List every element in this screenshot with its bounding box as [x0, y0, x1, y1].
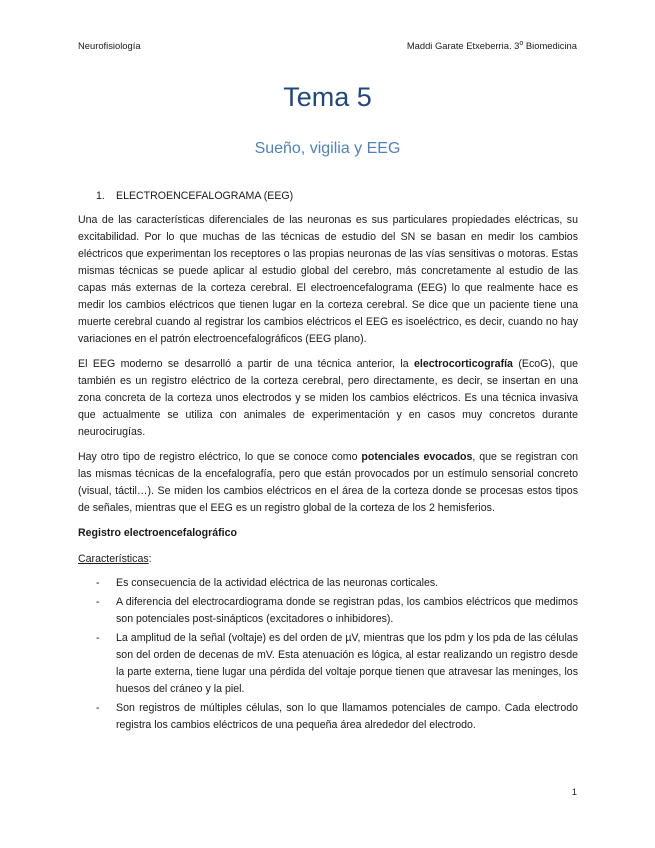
- paragraph-2-text: El EEG moderno se desarrolló a partir de una técnica anterior, la: [78, 358, 415, 370]
- page-number: 1: [571, 786, 577, 797]
- list-item-text: Es consecuencia de la actividad eléctrica de las neuronas corticales.: [116, 577, 439, 589]
- page-subtitle: Sueño, vigilia y EEG: [254, 140, 401, 157]
- section-heading: [96, 188, 578, 205]
- section-title: ELECTROENCEFALOGRAMA (EEG): [116, 190, 294, 202]
- header-author-name: Maddi Garate Etxeberria. 3: [406, 40, 520, 52]
- paragraph-3-bold: potenciales evocados: [361, 451, 473, 463]
- paragraph-3-text: Hay otro tipo de registro eléctrico, lo que se conoce como: [78, 451, 362, 463]
- list-item: [78, 594, 578, 628]
- paragraph-3-text-tail: , que se registran con las mismas técnicas de la encefalografía, pero que están provocados por un estímulo sensorial concreto (visual, táctil…). Se miden los cambios eléctricos en el área de la corteza donde se procesas estos tipos de señales, mientras que el EEG es un registro global de la corteza de los 2 hemisferios.: [78, 451, 578, 514]
- page-header: [78, 40, 577, 51]
- paragraph-2-bold: electrocorticografía: [414, 358, 513, 370]
- paragraph-2: [78, 356, 578, 441]
- list-item-text: La amplitud de la señal (voltaje) es del orden de µV, mientras que los pdm y los pda de las células son del orden de decenas de mV. Esta atenuación es lógica, al estar realizando un registro desde la parte externa, tiene lugar una pérdida del voltaje porque tienen que atravesar las meninges, los huesos del cráneo y la piel.: [116, 632, 578, 695]
- paragraph-3: [78, 449, 578, 517]
- paragraph-1: Una de las características diferenciales de las neuronas es sus particulares propiedades eléctricas, su excitabilidad. Por lo que muchas de las técnicas de estudio del SN se basan en medir los cambios eléctricos que experimentan los receptores o las propias neuronas de las vías sensitivas o motoras. Estas mismas técnicas se puede aplicar al estudio global del cerebro, más concretamente al estudio de las capas más externas de la corteza cerebral. El electroencefalograma (EEG) lo que realmente hace es medir los cambios eléctricos que tienen lugar en la corteza cerebral. Se dice que un paciente tiene una muerte cerebral cuando al registrar los cambios eléctricos el EEG es isoeléctrico, es decir, cuando no hay variaciones en el patrón electroencefalográficos (EEG plano).: [78, 214, 578, 345]
- list-item-text: Son registros de múltiples células, son lo que llamamos potenciales de campo. Cada electrodo registra los cambios eléctricos de una pequeña área alrededor del electrodo.: [116, 702, 578, 731]
- list-bullet: -: [96, 632, 100, 644]
- list-label: [78, 551, 578, 568]
- section-number: 1.: [96, 190, 105, 202]
- main-content: [78, 188, 578, 736]
- list-bullet: -: [96, 577, 100, 589]
- characteristics-list: [78, 575, 578, 734]
- list-bullet: -: [96, 702, 100, 714]
- header-author-sup: o: [519, 40, 524, 47]
- list-label-text: Características: [78, 553, 149, 565]
- list-bullet: -: [96, 596, 100, 608]
- list-item: [78, 630, 578, 698]
- page-title: Tema 5: [283, 82, 372, 112]
- list-item: [78, 575, 578, 592]
- list-item-text: A diferencia del electrocardiograma donde se registran pdas, los cambios eléctricos que medimos son potenciales post-sinápticos (excitadores o inhibidores).: [116, 596, 578, 625]
- list-label-colon: :: [148, 553, 152, 565]
- header-author: [407, 40, 577, 51]
- subheading: Registro electroencefalográfico: [78, 527, 237, 539]
- header-course: Neurofisiología: [78, 40, 141, 51]
- paragraph-2-text-tail: (EcoG), que también es un registro eléctrico de la corteza cerebral, pero directamente, es decir, se insertan en una zona concreta de la corteza unos electrodos y se miden los cambios eléctricos. Es una técnica invasiva que actualmente se utiliza con animales de experimentación y en casos muy concretos durante neurocirugías.: [78, 358, 578, 438]
- list-item: [78, 700, 578, 734]
- header-author-degree: Biomedicina: [523, 40, 577, 52]
